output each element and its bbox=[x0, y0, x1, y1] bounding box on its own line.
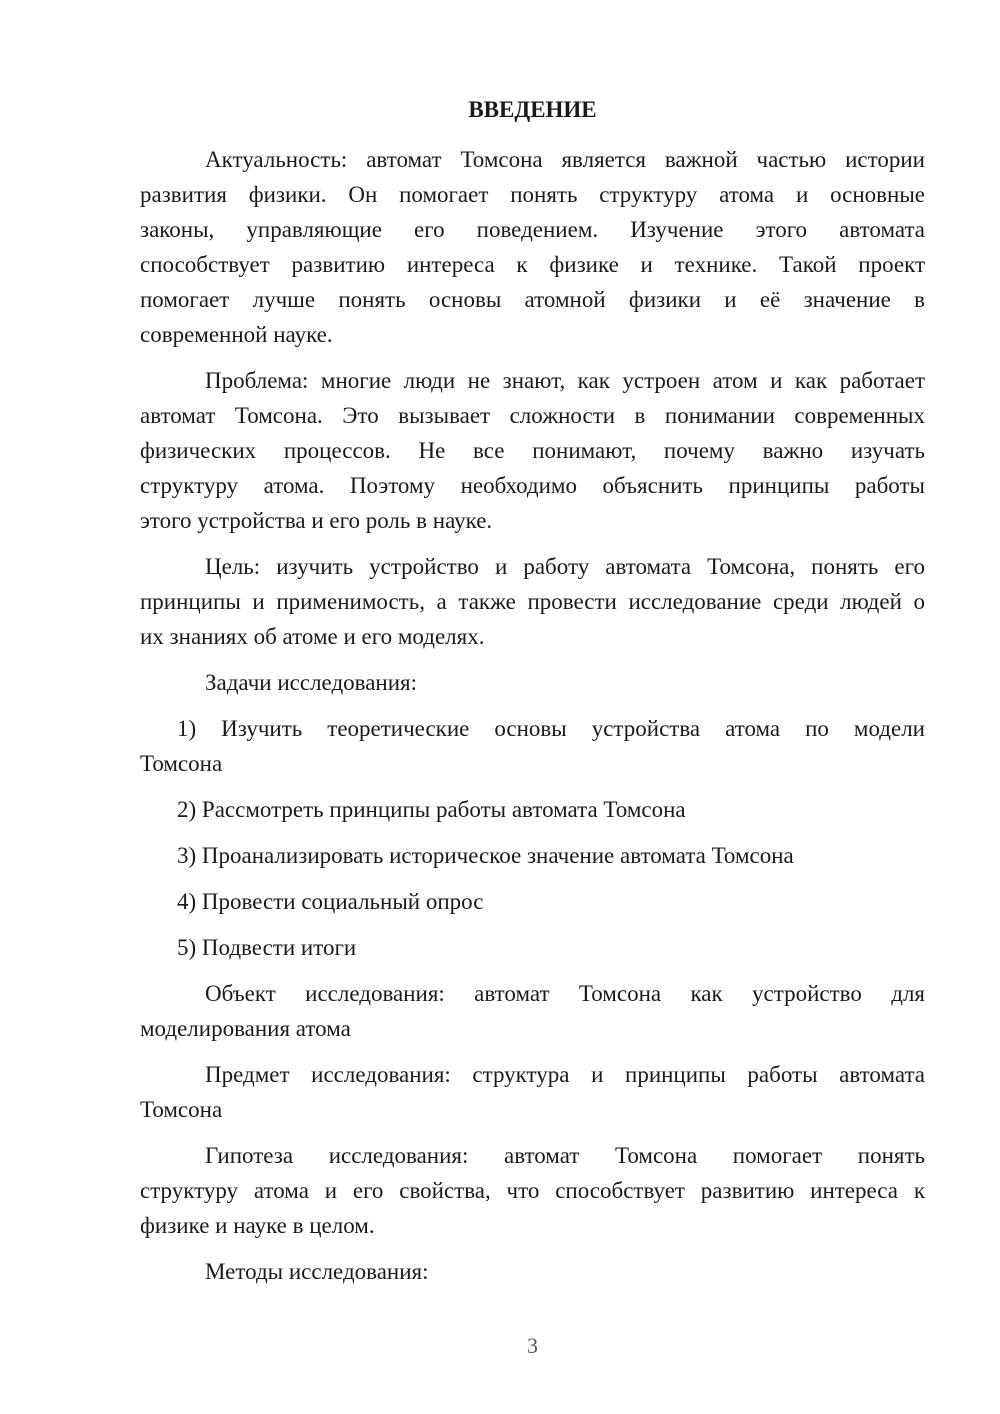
paragraph bbox=[140, 549, 925, 654]
text-line: физических процессов. Не все понимают, почему важно изучать bbox=[140, 438, 925, 463]
text-line: 5) Подвести итоги bbox=[177, 935, 357, 960]
text-line: способствует развитию интереса к физике и технике. Такой проект bbox=[140, 252, 925, 277]
text-line: Томсона bbox=[140, 751, 223, 776]
paragraph bbox=[140, 142, 925, 352]
text-line: Предмет исследования: структура и принципы работы автомата bbox=[205, 1062, 925, 1087]
list-item bbox=[140, 930, 925, 965]
text-line: 3) Проанализировать историческое значение автомата Томсона bbox=[177, 843, 794, 868]
text-line: современной науке. bbox=[140, 322, 333, 347]
paragraph bbox=[140, 665, 925, 700]
text-line: Цель: изучить устройство и работу автомата Томсона, понять его bbox=[205, 554, 925, 579]
paragraph bbox=[140, 1254, 925, 1289]
text-line: Проблема: многие люди не знают, как устроен атом и как работает bbox=[205, 368, 925, 393]
text-line: структуру атома и его свойства, что способствует развитию интереса к bbox=[140, 1178, 925, 1203]
paragraph bbox=[140, 1057, 925, 1127]
paragraph bbox=[140, 976, 925, 1046]
text-line: их знаниях об атоме и его моделях. bbox=[140, 624, 485, 649]
text-line: Задачи исследования: bbox=[205, 670, 418, 695]
text-block bbox=[140, 92, 925, 1289]
page-title: ВВЕДЕНИЕ bbox=[468, 97, 597, 122]
text-line: Методы исследования: bbox=[205, 1259, 429, 1284]
text-line: Томсона bbox=[140, 1097, 223, 1122]
text-line: Актуальность: автомат Томсона является важной частью истории bbox=[205, 147, 925, 172]
page-number: 3 bbox=[527, 1333, 538, 1358]
text-line: структуру атома. Поэтому необходимо объяснить принципы работы bbox=[140, 473, 925, 498]
text-line: принципы и применимость, а также провести исследование среди людей о bbox=[140, 589, 925, 614]
list-item bbox=[140, 838, 925, 873]
paragraph bbox=[140, 1138, 925, 1243]
document-body bbox=[140, 142, 925, 1289]
text-line: Гипотеза исследования: автомат Томсона помогает понять bbox=[205, 1143, 925, 1168]
text-line: физике и науке в целом. bbox=[140, 1213, 375, 1238]
list-item bbox=[140, 884, 925, 919]
text-line: 1) Изучить теоретические основы устройства атома по модели bbox=[177, 716, 925, 741]
text-line: законы, управляющие его поведением. Изучение этого автомата bbox=[140, 217, 925, 242]
text-line: развития физики. Он помогает понять структуру атома и основные bbox=[140, 182, 925, 207]
list-item bbox=[140, 792, 925, 827]
paragraph bbox=[140, 363, 925, 538]
text-line: Объект исследования: автомат Томсона как устройство для bbox=[205, 981, 925, 1006]
text-line: помогает лучше понять основы атомной физики и её значение в bbox=[140, 287, 925, 312]
text-line: 4) Провести социальный опрос bbox=[177, 889, 484, 914]
text-line: 2) Рассмотреть принципы работы автомата Томсона bbox=[177, 797, 686, 822]
text-line: этого устройства и его роль в науке. bbox=[140, 508, 493, 533]
list-item bbox=[140, 711, 925, 781]
text-line: моделирования атома bbox=[140, 1016, 351, 1041]
text-line: автомат Томсона. Это вызывает сложности в понимании современных bbox=[140, 403, 925, 428]
